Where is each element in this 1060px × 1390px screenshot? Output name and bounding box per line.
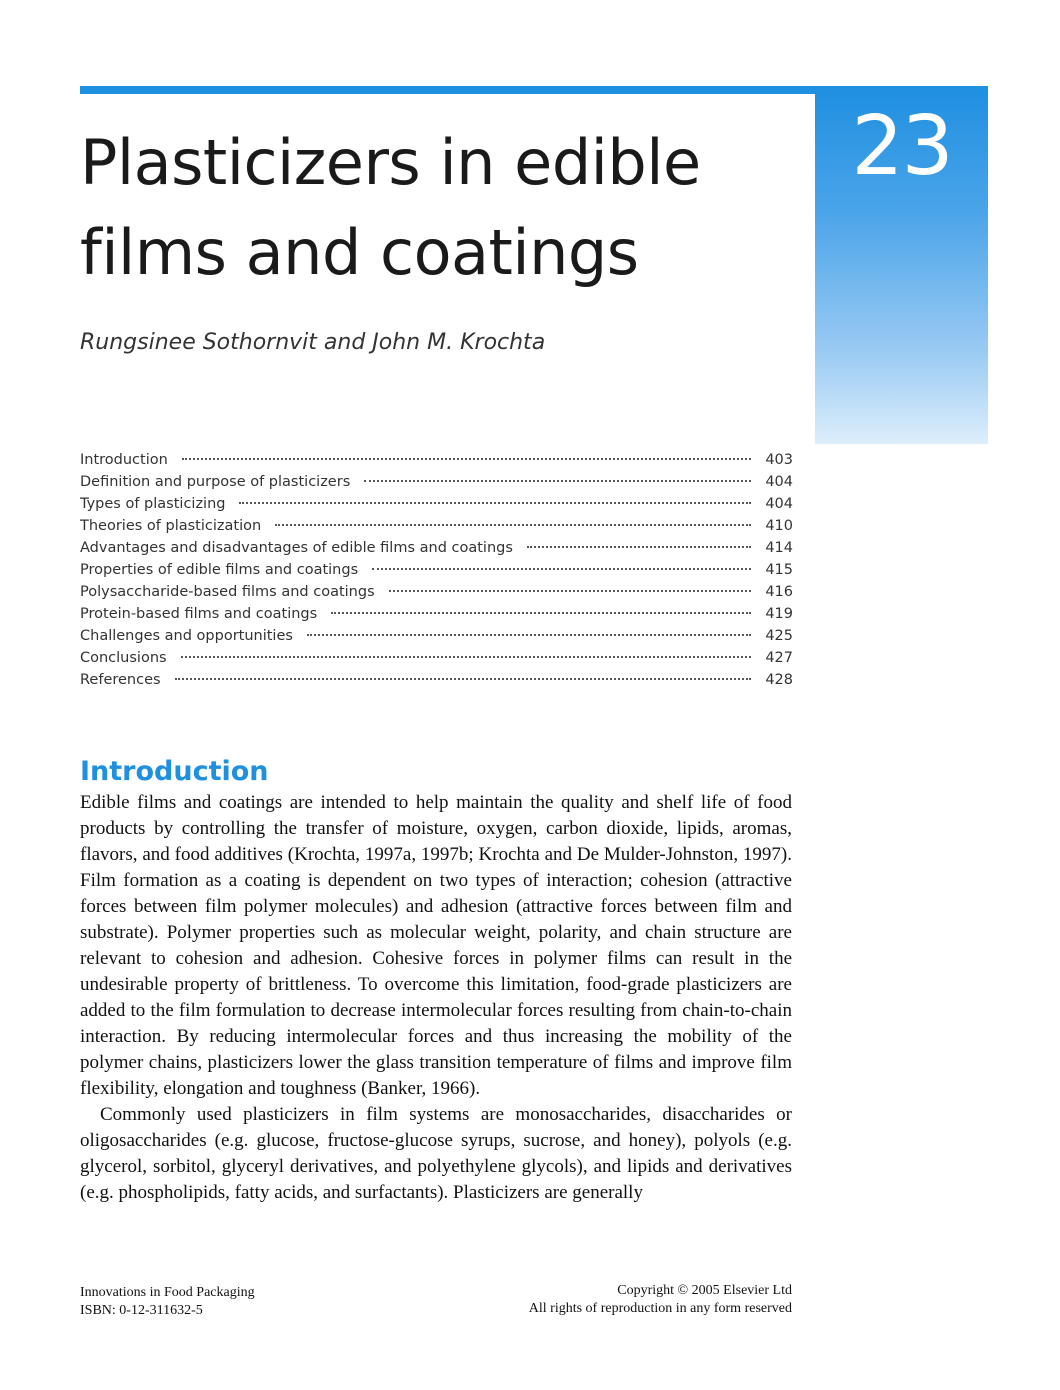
- chapter-number-block: [815, 86, 988, 444]
- footer-copyright: [529, 1282, 792, 1318]
- toc-entry-page: 427: [765, 650, 793, 666]
- toc-entry-page: 415: [765, 562, 793, 578]
- toc-entry-title: Protein-based films and coatings: [80, 606, 318, 622]
- toc-entry-page: 404: [765, 496, 793, 512]
- toc-leader-dots: [331, 598, 751, 614]
- body-paragraph: Edible films and coatings are intended to help maintain the quality and shelf life of food products by controlling the transfer of moisture, oxygen, carbon dioxide, lipids, aromas, flavors, and food additives (Krochta, 1997a, 1997b; Krochta and De Mulder-Johnston, 1997). Film formation as a coating is dependent on two types of interaction; cohesion (attractive forces between film polymer molecules) and adhesion (attractive forces between film and substrate). Polymer properties such as molecular weight, polarity, and chain structure are relevant to cohesion and adhesion. Cohesive forces in polymer films can result in the undesirable property of brittleness. To overcome this limitation, food-grade plasticizers are added to the film formulation to decrease intermolecular forces resulting from chain-to-chain interaction. By reducing intermolecular forces and thus increasing the mobility of the polymer chains, plasticizers lower the glass transition temperature of films and improve film flexibility, elongation and toughness (Banker, 1966).: [80, 792, 792, 1099]
- toc-entry-title: Definition and purpose of plasticizers: [80, 474, 351, 490]
- toc-entry-page: 403: [765, 452, 793, 468]
- footer-book-info: [80, 1284, 255, 1320]
- footer-rights-line: All rights of reproduction in any form reserved: [528, 1301, 792, 1316]
- toc-entry-page: 414: [765, 540, 793, 556]
- toc-entry-title: Properties of edible films and coatings: [80, 562, 359, 578]
- toc-entry-title: Introduction: [80, 452, 168, 468]
- toc-entry-title: Conclusions: [80, 650, 167, 666]
- toc-leader-dots: [527, 532, 751, 548]
- toc-entry-title: Challenges and opportunities: [80, 628, 293, 644]
- body-paragraph: Commonly used plasticizers in film systems are monosaccharides, disaccharides or oligosaccharides (e.g. glucose, fructose-glucose syrups, sucrose, and honey), polyols (e.g. glycerol, sorbitol, glyceryl derivatives, and polyethylene glycols), and lipids and derivatives (e.g. phospholipids, fatty acids, and surfactants). Plasticizers are generally: [80, 1104, 792, 1203]
- toc-entry-page: 428: [765, 672, 793, 688]
- toc-leader-dots: [239, 488, 751, 504]
- toc-entry[interactable]: [80, 668, 793, 690]
- toc-entry-page: 404: [765, 474, 793, 490]
- toc-entry-title: Types of plasticizing: [80, 496, 226, 512]
- toc-entry-page: 419: [765, 606, 793, 622]
- toc-entry-page: 416: [765, 584, 793, 600]
- toc-leader-dots: [372, 554, 751, 570]
- footer-isbn: ISBN: 0-12-311632-5: [80, 1303, 203, 1318]
- toc-leader-dots: [275, 510, 751, 526]
- toc-leader-dots: [364, 466, 751, 482]
- toc-leader-dots: [181, 642, 751, 658]
- table-of-contents: [80, 448, 793, 690]
- toc-entry-title: Polysaccharide-based films and coatings: [80, 584, 375, 600]
- section-heading: Introduction: [80, 756, 269, 787]
- section-body: [80, 790, 792, 1206]
- toc-leader-dots: [389, 576, 751, 592]
- footer-book-title: Innovations in Food Packaging: [80, 1285, 255, 1300]
- toc-leader-dots: [307, 620, 751, 636]
- toc-entry-page: 410: [765, 518, 793, 534]
- toc-leader-dots: [182, 444, 751, 460]
- chapter-authors: Rungsinee Sothornvit and John M. Krochta: [80, 330, 546, 355]
- toc-leader-dots: [175, 664, 751, 680]
- footer-copyright-line: Copyright © 2005 Elsevier Ltd: [617, 1283, 792, 1298]
- toc-entry-title: Theories of plasticization: [80, 518, 262, 534]
- toc-entry-page: 425: [765, 628, 793, 644]
- chapter-number: 23: [851, 99, 952, 194]
- toc-entry-title: References: [80, 672, 161, 688]
- toc-entry-title: Advantages and disadvantages of edible films and coatings: [80, 540, 513, 556]
- chapter-title: Plasticizers in edible films and coatings: [80, 126, 701, 289]
